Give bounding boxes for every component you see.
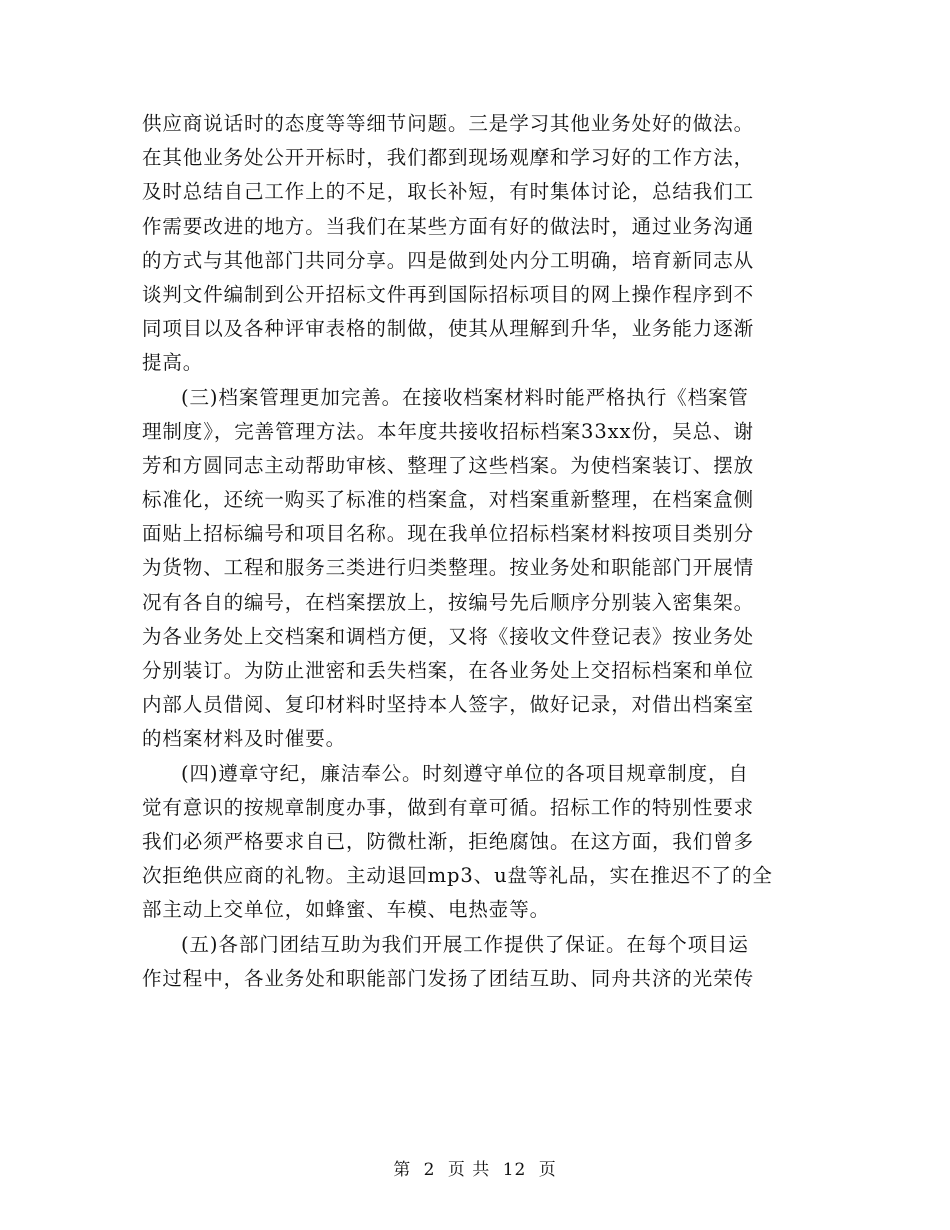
text-line: 况有各自的编号，在档案摆放上，按编号先后顺序分别装入密集架。 — [142, 590, 755, 614]
text-line: 分别装订。为防止泄密和丢失档案，在各业务处上交招标档案和单位 — [142, 659, 755, 682]
text-line: 标准化，还统一购买了标准的档案盒，对档案重新整理，在档案盒侧 — [142, 488, 755, 512]
text-line: 部主动上交单位，如蜂蜜、车模、电热壶等。 — [142, 898, 551, 922]
text-line: 作需要改进的地方。当我们在某些方面有好的做法时，通过业务沟通 — [142, 214, 755, 238]
text-line: 芳和方圆同志主动帮助审核、整理了这些档案。为使档案装订、摆放 — [142, 453, 755, 477]
text-line: 觉有意识的按规章制度办事，做到有章可循。招标工作的特别性要求 — [142, 795, 755, 819]
footer-prefix: 第 — [393, 1160, 412, 1180]
text-line: 供应商说话时的态度等等细节问题。三是学习其他业务处好的做法。 — [142, 112, 755, 135]
text-line: 我们必须严格要求自已，防微杜渐，拒绝腐蚀。在这方面，我们曾多 — [142, 829, 755, 853]
text-line: 内部人员借阅、复印材料时坚持本人签字，做好记录，对借出档案室 — [142, 693, 755, 717]
text-line: 的方式与其他部门共同分享。四是做到处内分工明确，培育新同志从 — [142, 248, 755, 272]
text-line: 为货物、工程和服务三类进行归类整理。按业务处和职能部门开展情 — [142, 556, 755, 580]
page-footer — [0, 1155, 950, 1180]
footer-page-number: 2 — [423, 1160, 436, 1180]
text-line: 及时总结自己工作上的不足，取长补短，有时集体讨论，总结我们工 — [142, 180, 755, 204]
text-line: 在其他业务处公开开标时，我们都到现场观摩和学习好的工作方法， — [142, 146, 755, 170]
text-line: 提高。 — [142, 351, 204, 375]
paragraph-start-line: (三)档案管理更加完善。在接收档案材料时能严格执行《档案管 — [181, 385, 749, 409]
footer-total-pages: 12 — [502, 1160, 527, 1180]
text-line: 理制度》，完善管理方法。本年度共接收招标档案33xx份，吴总、谢 — [142, 419, 754, 443]
text-line: 的档案材料及时催要。 — [142, 727, 347, 751]
paragraph-start-line: (四)遵章守纪，廉洁奉公。时刻遵守单位的各项目规章制度，自 — [181, 761, 749, 785]
body-text — [142, 107, 810, 996]
text-line: 同项目以及各种评审表格的制做，使其从理解到升华，业务能力逐渐 — [142, 317, 755, 341]
text-line: 为各业务处上交档案和调档方便，又将《接收文件登记表》按业务处 — [142, 624, 755, 648]
paragraph-start-line: (五)各部门团结互助为我们开展工作提供了保证。在每个项目运 — [181, 932, 749, 956]
footer-middle: 页 共 — [447, 1160, 491, 1180]
text-line: 次拒绝供应商的礼物。主动退回mp3、u盘等礼品，实在推迟不了的全 — [142, 864, 773, 888]
text-line: 作过程中，各业务处和职能部门发扬了团结互助、同舟共济的光荣传 — [142, 966, 755, 990]
footer-suffix: 页 — [538, 1160, 557, 1180]
text-line: 面贴上招标编号和项目名称。现在我单位招标档案材料按项目类别分 — [142, 522, 755, 546]
text-line: 谈判文件编制到公开招标文件再到国际招标项目的网上操作程序到不 — [142, 282, 755, 306]
